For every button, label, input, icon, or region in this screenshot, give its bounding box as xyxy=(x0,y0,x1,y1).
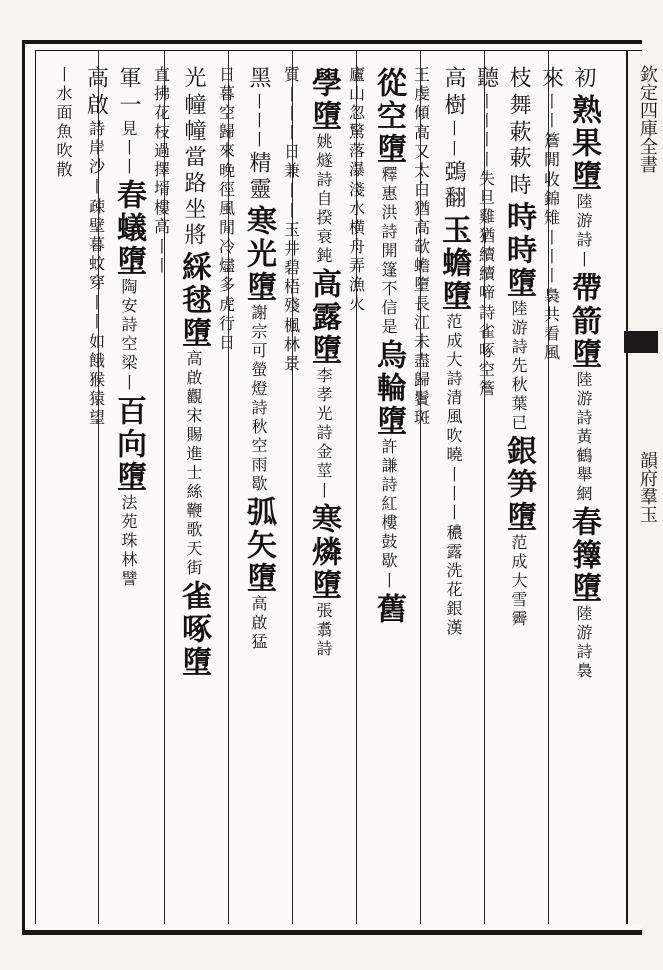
text-segment: 樹 xyxy=(441,93,466,119)
text-segment: 直拂花枝過擇壻樓高 xyxy=(151,66,171,237)
headword: 墮 xyxy=(111,461,146,492)
text-segment: 丨 xyxy=(444,120,463,139)
text-segment: 精靈 xyxy=(246,151,271,203)
text-segment: 丨玉井碧梧殘 xyxy=(281,202,301,316)
text-segment: 疎壁暮蚊穿 xyxy=(86,198,106,293)
text-segment: 楓林景 xyxy=(281,317,301,374)
headword: 熟 xyxy=(566,94,601,125)
text-segment: 舞 xyxy=(506,93,531,119)
headword: 玉 xyxy=(436,214,471,245)
text-column xyxy=(341,65,371,315)
text-segment: 丨 xyxy=(444,140,463,159)
headword: 高 xyxy=(306,268,341,299)
headword: 寒 xyxy=(241,205,276,236)
text-segment: 時 xyxy=(506,173,531,199)
headword: 輪 xyxy=(371,372,406,403)
headword: 蟾 xyxy=(436,247,471,278)
text-segment: 高啟觀宋賜進士絲鞭歌天街 xyxy=(184,350,203,578)
text-segment: 范成大雪霽 xyxy=(509,534,528,629)
headword: 墮 xyxy=(241,271,276,302)
headword: 學 xyxy=(306,67,341,98)
headword: 毬 xyxy=(176,284,211,315)
text-segment: 丨丨丨 xyxy=(249,93,268,150)
text-segment: 丨 xyxy=(86,178,106,197)
headword: 笋 xyxy=(501,468,536,499)
text-segment: 許謙詩紅樓鼓歇 xyxy=(379,438,398,571)
text-segment: 陸游詩先秋葉已 xyxy=(509,300,528,433)
text-segment: 虎行日 xyxy=(216,296,236,353)
text-segment: 丨 xyxy=(379,572,398,591)
text-segment: 蔌蔌 xyxy=(506,120,531,172)
text-segment: 丨丨 xyxy=(86,294,106,332)
headword: 墮 xyxy=(501,501,536,532)
text-column xyxy=(111,65,146,590)
headword: 銀 xyxy=(501,435,536,466)
headword: 燐 xyxy=(306,536,341,567)
text-segment: 李孝光詩金莖 xyxy=(314,367,333,481)
headword: 春 xyxy=(566,506,601,537)
text-segment: 丨丨丨 xyxy=(444,466,463,523)
margin-volume: 韻府羣玉 xyxy=(637,451,658,523)
fishtail-mark xyxy=(624,331,658,353)
text-segment: 陸游詩黃鶴舉網 xyxy=(574,371,593,504)
text-segment: 廬山忽驚落瀑 xyxy=(346,66,366,180)
text-segment: 收錦雉 xyxy=(541,171,561,228)
text-segment: 幢幢當路坐將 xyxy=(181,93,206,249)
text-segment: 穠露洗花銀漢 xyxy=(444,524,463,638)
text-segment: 日暮空歸來 xyxy=(216,66,236,161)
headword: 向 xyxy=(111,428,146,459)
headword: 墮 xyxy=(111,245,146,276)
text-segment: 枝 xyxy=(506,66,531,92)
text-segment: 一 xyxy=(116,93,141,119)
headword: 籜 xyxy=(566,539,601,570)
text-column xyxy=(566,65,601,682)
headword: 墮 xyxy=(566,572,601,603)
text-segment: 丨水面魚吹散 xyxy=(54,66,73,180)
text-segment: 丨丨 xyxy=(541,93,561,131)
headword: 空 xyxy=(371,100,406,131)
text-segment: 丨 xyxy=(314,482,333,501)
text-segment: 軍 xyxy=(116,66,141,92)
text-segment: 裊共看風 xyxy=(541,287,561,363)
text-segment: 啟 xyxy=(83,93,109,119)
headword: 墮 xyxy=(176,646,211,677)
headword: 墮 xyxy=(306,100,341,131)
headword: 舊 xyxy=(371,593,406,624)
headword: 光 xyxy=(241,238,276,269)
text-segment: 姚燧詩自揆衰鈍 xyxy=(314,133,333,266)
headword: 墮 xyxy=(176,317,211,348)
text-segment: 高啟猛 xyxy=(249,595,268,652)
text-column xyxy=(81,65,111,429)
headword: 墮 xyxy=(371,133,406,164)
text-segment: 釋惠洪詩開篷不信是 xyxy=(379,166,398,337)
text-segment: 張翥詩 xyxy=(314,602,333,659)
text-column xyxy=(536,65,566,364)
text-segment: 陸游詩裊 xyxy=(574,605,593,681)
text-segment: 高又太白猶高欹蟾墮長江未盡歸鬢斑 xyxy=(411,124,431,428)
text-segment: 鵶翻 xyxy=(441,160,466,212)
text-segment: 高 xyxy=(83,66,109,92)
headword: 箭 xyxy=(566,305,601,336)
headword: 帶 xyxy=(566,272,601,303)
headword: 露 xyxy=(306,301,341,332)
text-segment: 丨丨丨 xyxy=(476,93,496,150)
headword: 雀 xyxy=(176,580,211,611)
text-column xyxy=(306,65,341,660)
text-segment: 法苑珠林譬 xyxy=(119,494,138,589)
headword: 矢 xyxy=(241,529,276,560)
headword: 墮 xyxy=(566,338,601,369)
headword: 蟻 xyxy=(111,212,146,243)
text-segment: 謝宗可螢燈詩秋空雨歇 xyxy=(249,304,268,494)
text-segment: 黑 xyxy=(246,66,271,92)
headword: 墮 xyxy=(436,280,471,311)
text-segment: 丨 xyxy=(119,374,138,393)
margin-title: 欽定四庫全書 xyxy=(637,65,658,173)
text-segment: 淺水横舟弄漁火 xyxy=(346,181,366,314)
headword: 墮 xyxy=(371,405,406,436)
text-column xyxy=(436,65,471,639)
page-frame xyxy=(22,40,658,935)
text-segment: 見丨丨 xyxy=(119,120,138,177)
text-segment: 丨丨 xyxy=(151,238,171,276)
text-segment: 簷閒 xyxy=(541,132,561,170)
headword: 果 xyxy=(566,127,601,158)
headword: 從 xyxy=(371,67,406,98)
text-segment: 詩岸沙 xyxy=(86,120,106,177)
margin-strip xyxy=(626,51,658,924)
text-column xyxy=(48,65,78,181)
headword: 時 xyxy=(501,201,536,232)
text-segment: 初 xyxy=(571,66,596,92)
text-segment: 丨丨丨 xyxy=(541,229,561,286)
headword: 百 xyxy=(111,395,146,426)
text-segment: 范成大詩清風吹曉 xyxy=(444,313,463,465)
text-column xyxy=(176,65,211,679)
headword: 時 xyxy=(501,234,536,265)
headword: 寒 xyxy=(306,503,341,534)
text-segment: 晚徑風閒冷燼多 xyxy=(216,162,236,295)
text-column xyxy=(241,65,276,653)
text-segment: 丨失旦雞猶續續啼 xyxy=(476,151,496,303)
headword: 春 xyxy=(111,179,146,210)
text-segment: 如餓猴猿望 xyxy=(86,333,106,428)
text-segment: 陶安詩空梁 xyxy=(119,278,138,373)
text-segment: 王虔傾 xyxy=(411,66,431,123)
headword: 烏 xyxy=(371,339,406,370)
text-column xyxy=(501,65,536,630)
text-column xyxy=(276,65,306,375)
text-block xyxy=(35,50,658,924)
text-segment: 高 xyxy=(441,66,466,92)
headword: 墮 xyxy=(501,267,536,298)
text-segment: 丨 xyxy=(281,182,301,201)
text-column xyxy=(471,65,501,400)
headword: 墮 xyxy=(306,569,341,600)
text-segment: 聽 xyxy=(473,66,499,92)
text-segment: 光 xyxy=(181,66,206,92)
text-segment: 質 xyxy=(281,66,301,85)
text-column xyxy=(371,65,406,626)
text-segment: 陸游詩 xyxy=(574,193,593,250)
headword: 綵 xyxy=(176,251,211,282)
headword: 啄 xyxy=(176,613,211,644)
text-column xyxy=(406,65,436,429)
text-segment: 丨 xyxy=(574,251,593,270)
text-segment: 詩雀啄空簷 xyxy=(476,304,496,399)
text-segment: 丨丨丨日兼 xyxy=(281,86,301,181)
headword: 墮 xyxy=(566,160,601,191)
text-column xyxy=(211,65,241,354)
headword: 弧 xyxy=(241,496,276,527)
headword: 墮 xyxy=(306,334,341,365)
headword: 墮 xyxy=(241,562,276,593)
text-column xyxy=(146,65,176,277)
text-segment: 來 xyxy=(538,66,564,92)
